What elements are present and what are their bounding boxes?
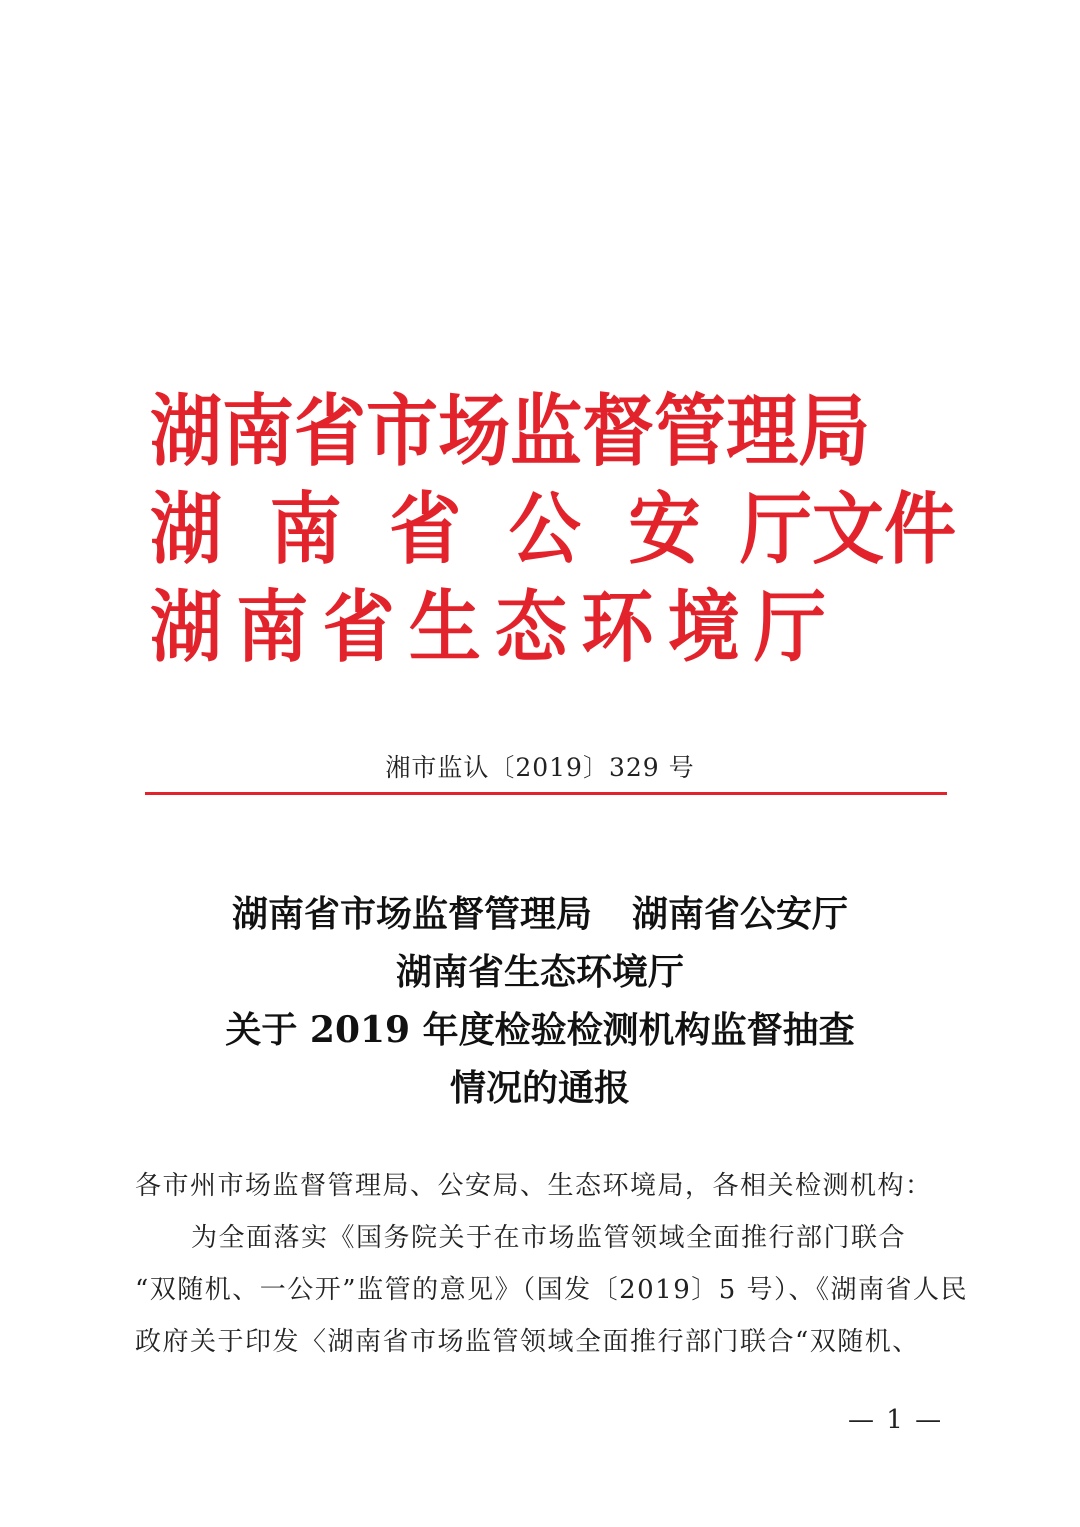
letterhead-line-2 (150, 476, 956, 582)
document-body (135, 1160, 969, 1368)
title-issuer-1: 湖南省市场监督管理局 (231, 893, 592, 935)
letterhead-char: 厅 (753, 580, 826, 673)
letterhead-char: 督 (582, 384, 655, 477)
letterhead-char: 南 (236, 580, 309, 673)
letterhead-char: 理 (726, 384, 799, 477)
letterhead-char: 市 (366, 384, 439, 477)
letterhead-char: 生 (408, 580, 481, 673)
page-number: — 1 — (848, 1405, 944, 1435)
letterhead-char: 湖 (150, 580, 223, 673)
letterhead-char: 态 (495, 580, 568, 673)
document-number: 湘市监认〔2019〕329 号 (385, 753, 695, 782)
letterhead-line-3 (150, 574, 826, 680)
letterhead-char: 公 (508, 482, 581, 575)
salutation: 各市州市场监督管理局、公安局、生态环境局，各相关检测机构： (135, 1171, 933, 1201)
letterhead-char: 监 (510, 384, 583, 477)
red-letterhead (150, 378, 970, 672)
body-line: 政府关于印发〈湖南省市场监管领域全面推行部门联合“双随机、 (135, 1327, 920, 1357)
title-line-4: 情况的通报 (449, 1067, 630, 1109)
title-line-3: 关于 2019 年度检验检测机构监督抽查 (225, 1009, 855, 1051)
letterhead-char: 省 (322, 580, 395, 673)
letterhead-char: 南 (269, 482, 342, 575)
red-divider-line (145, 792, 947, 795)
letterhead-char: 局 (798, 384, 871, 477)
letterhead-char: 厅文件 (739, 482, 956, 575)
document-title (0, 885, 1080, 1117)
letterhead-char: 安 (628, 482, 701, 575)
title-issuer-2: 湖南省公安厅 (632, 893, 849, 935)
title-line-2: 湖南省生态环境厅 (395, 951, 684, 993)
letterhead-char: 管 (654, 384, 727, 477)
letterhead-char: 省 (389, 482, 462, 575)
letterhead-char: 环 (581, 580, 654, 673)
letterhead-char: 湖 (150, 384, 223, 477)
letterhead-char: 境 (667, 580, 740, 673)
letterhead-char: 南 (222, 384, 295, 477)
title-line-1 (0, 885, 1080, 943)
body-line: 为全面落实《国务院关于在市场监管领域全面推行部门联合 (191, 1223, 907, 1253)
letterhead-line-1 (150, 378, 871, 484)
letterhead-char: 湖 (150, 482, 223, 575)
letterhead-char: 省 (294, 384, 367, 477)
letterhead-char: 场 (438, 384, 511, 477)
body-line: “双随机、一公开”监管的意见》（国发〔2019〕5 号）、《湖南省人民 (135, 1275, 969, 1305)
